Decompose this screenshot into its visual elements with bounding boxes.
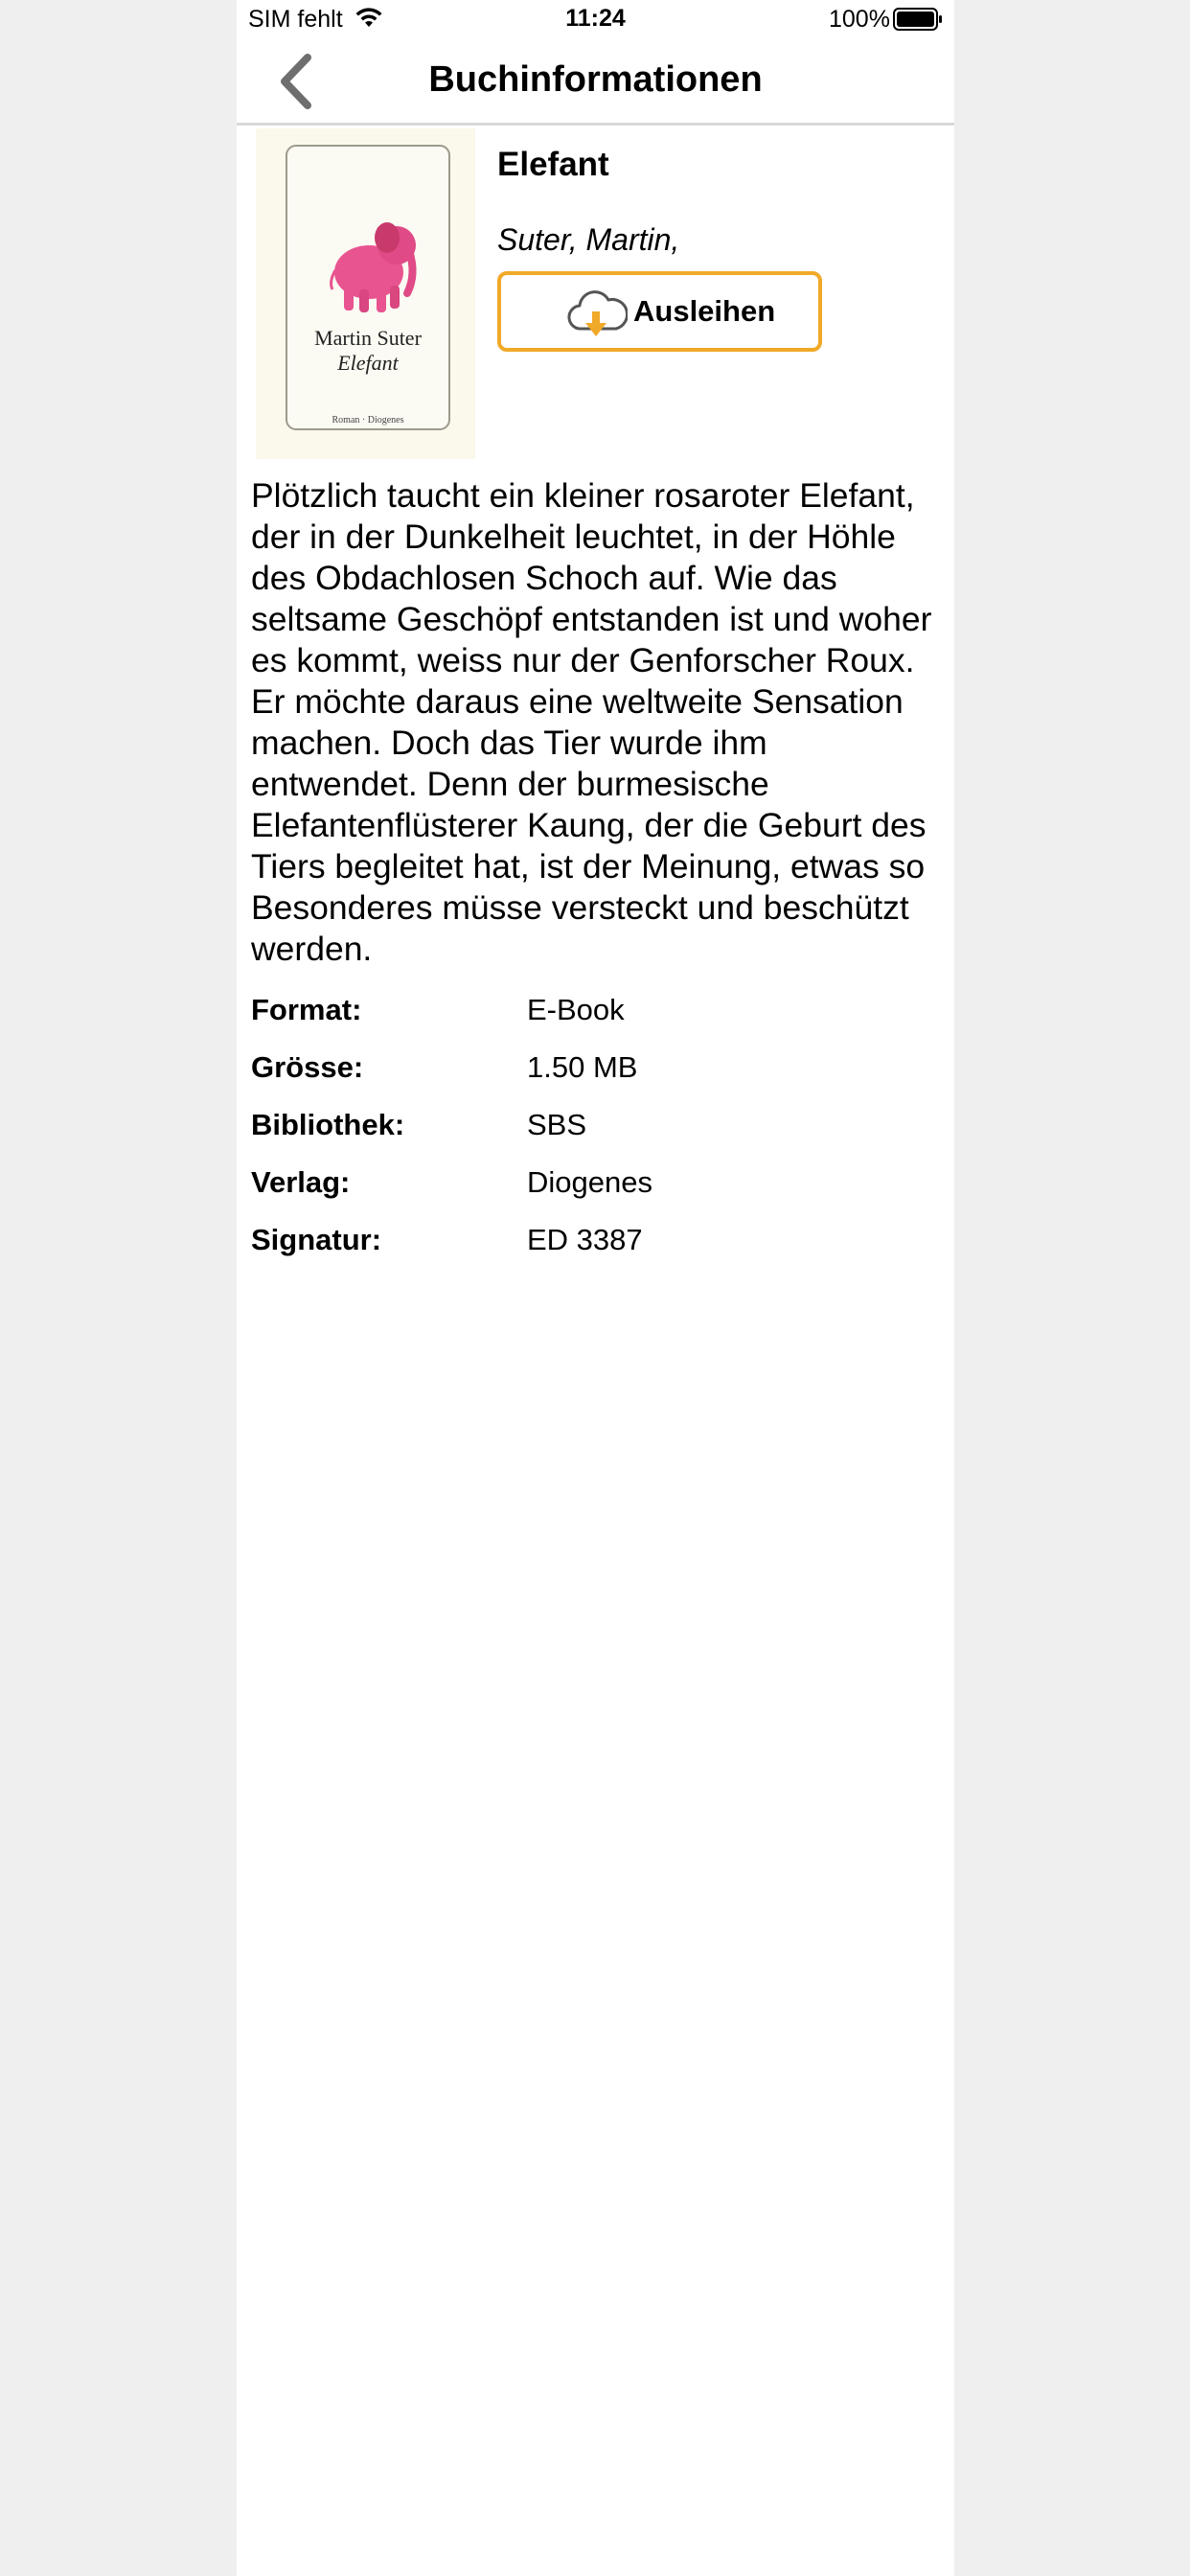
battery-percentage: 100% [829,6,890,33]
book-author[interactable]: Suter, Martin, [497,222,680,257]
clock: 11:24 [565,5,626,32]
carrier-label: SIM fehlt [248,6,343,33]
detail-value: 1.50 MB [527,1050,638,1084]
detail-row-format [251,993,941,1050]
detail-value: SBS [527,1108,587,1141]
book-details [251,993,941,1280]
cover-title-text: Elefant [337,351,399,375]
detail-value: Diogenes [527,1165,652,1199]
borrow-button[interactable] [497,271,822,352]
cloud-download-icon [566,287,628,345]
detail-row-publisher [251,1165,941,1223]
borrow-button-label: Ausleihen [633,294,776,328]
app-screen [237,0,954,2576]
detail-label: Grösse: [251,1050,364,1084]
book-cover[interactable] [256,128,475,459]
book-description: Plötzlich taucht ein kleiner rosaroter Elefant, der in der Dunkelheit leuchtet, in der Höhle des Obdachlosen Schoch auf. Wie das seltsame Geschöpf entstanden ist und woher es kommt, weiss nur der Genforscher Roux. Er möchte daraus eine weltweite Sensation machen. Doch das Tier wurde ihm entwendet. Denn der burmesische Elefantenflüsterer Kaung, der die Geburt des Tiers begleitet hat, ist der Meinung, etwas so Besonderes müsse versteckt und beschützt werden. [251,476,932,968]
detail-value: E-Book [527,993,625,1026]
detail-row-size [251,1050,941,1108]
detail-row-signature [251,1223,941,1280]
navigation-bar [237,40,954,126]
status-bar [237,0,954,40]
detail-label: Bibliothek: [251,1108,405,1141]
cover-author-text: Martin Suter [314,326,422,350]
cover-publisher-text: Roman · Diogenes [332,415,404,426]
detail-label: Verlag: [251,1165,351,1199]
detail-row-library [251,1108,941,1165]
detail-label: Format: [251,993,362,1026]
detail-value: ED 3387 [527,1223,643,1256]
book-title: Elefant [497,146,609,183]
battery-icon [893,8,943,37]
page-title: Buchinformationen [428,59,763,100]
detail-label: Signatur: [251,1223,382,1256]
